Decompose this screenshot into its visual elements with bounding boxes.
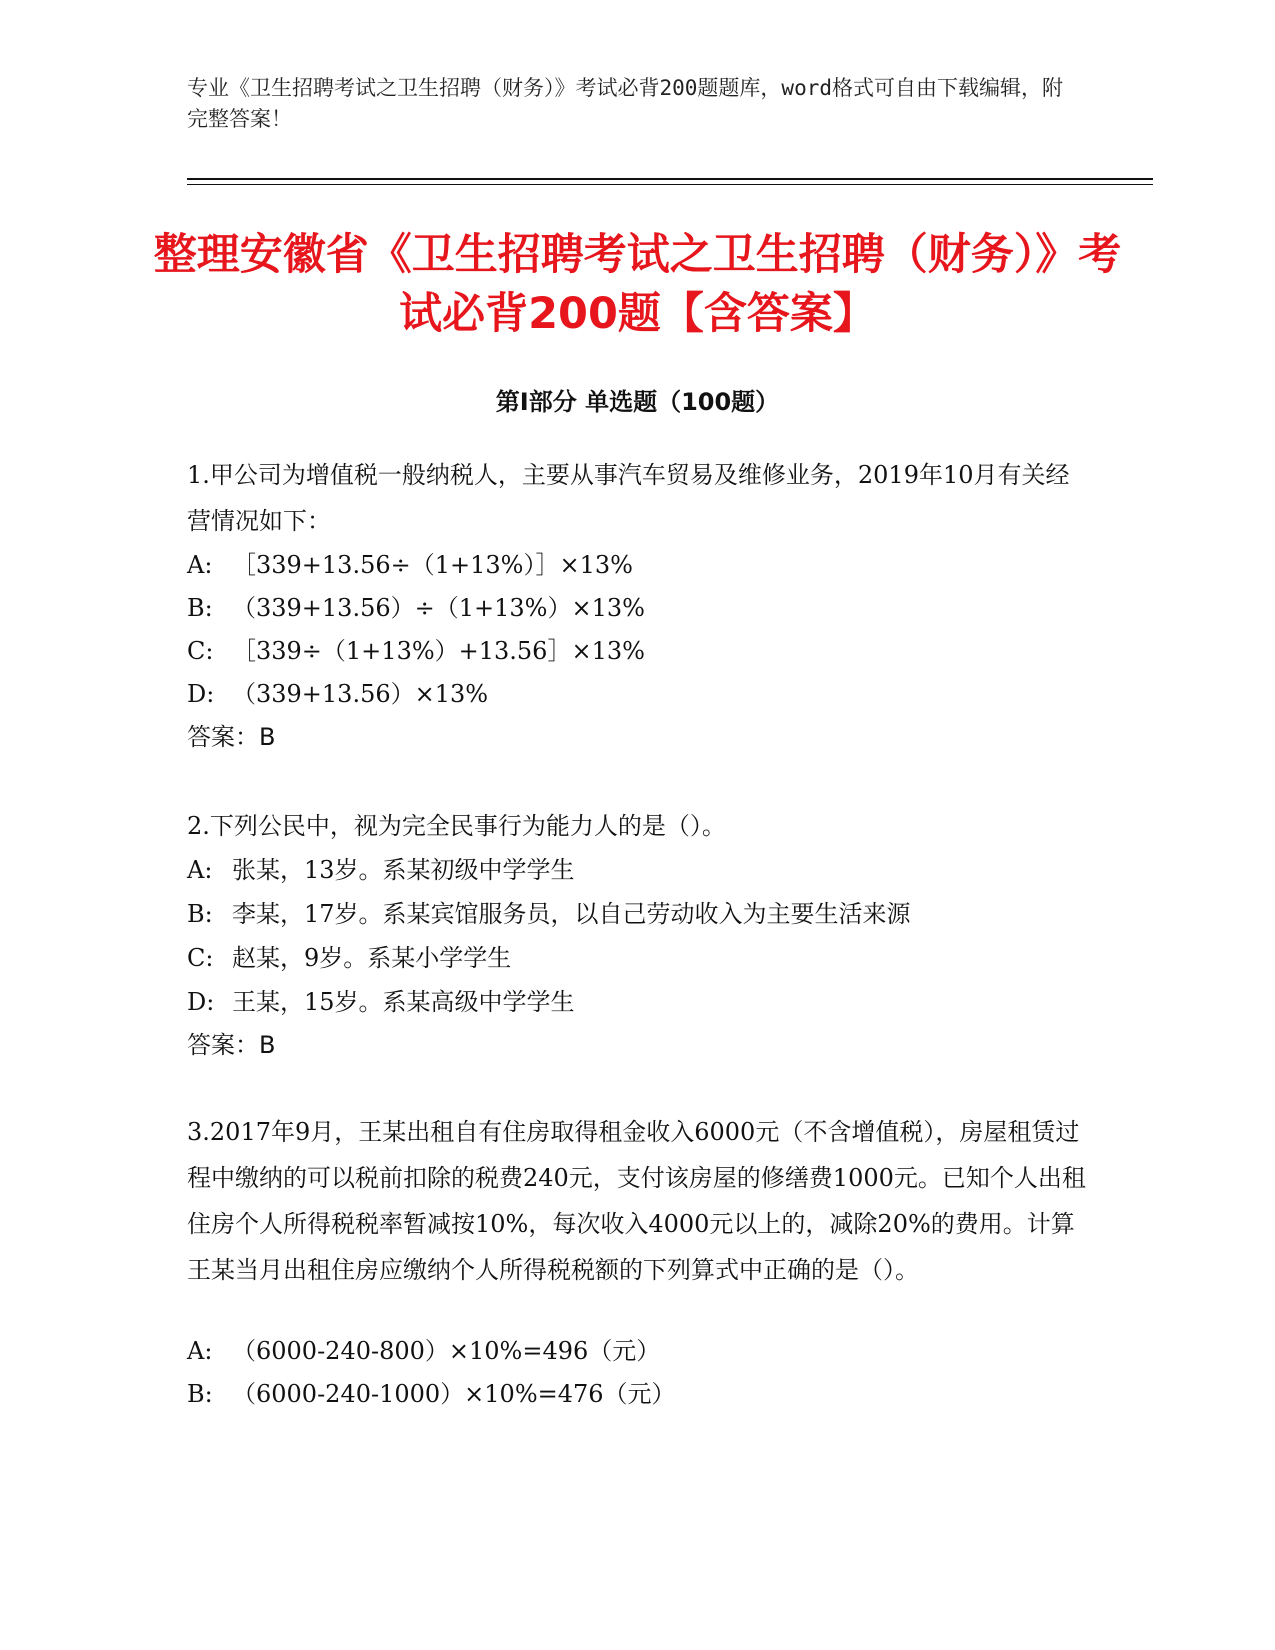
option-text: 李某，17岁。系某宾馆服务员，以自己劳动收入为主要生活来源 [232, 900, 911, 928]
document-title: 整理安徽省《卫生招聘考试之卫生招聘（财务）》考试必背200题【含答案】 [153, 230, 1122, 339]
option-text: 赵某，9岁。系某小学学生 [232, 944, 512, 972]
question-2-option-b [187, 891, 1092, 937]
option-label: B: [187, 594, 213, 622]
option-label: A: [187, 551, 213, 579]
option-text: （339+13.56）÷（1+13%）×13% [232, 594, 645, 622]
question-3-stem: 3.2017年9月，王某出租自有住房取得租金收入6000元（不含增值税），房屋租赁过程中缴纳的可以税前扣除的税费240元，支付该房屋的修缮费1000元。已知个人出租住房个人所得税税率暂减按10%，每次收入4000元以上的，减除20%的费用。计算王某当月出租住房应缴纳个人所得税税额的下列算式中正确的是（）。 [187, 1118, 1086, 1284]
option-label: B: [187, 1380, 213, 1408]
question-2-stem: 2.下列公民中，视为完全民事行为能力人的是（）。 [187, 812, 726, 840]
question-1-option-c [187, 628, 1092, 674]
question-1-answer: 答案：B [187, 723, 276, 751]
header-note: 专业《卫生招聘考试之卫生招聘（财务）》考试必背200题题库，word格式可自由下载编辑，附完整答案！ [187, 76, 1063, 131]
question-2-option-d [187, 979, 1092, 1025]
option-text: （6000-240-800）×10%=496（元） [232, 1337, 661, 1365]
option-label: D: [187, 680, 215, 708]
option-text: ［339÷（1+13%）+13.56］×13% [232, 637, 645, 665]
option-text: （339+13.56）×13% [232, 680, 489, 708]
question-1-option-a [187, 542, 1092, 588]
question-1-stem: 1.甲公司为增值税一般纳税人，主要从事汽车贸易及维修业务，2019年10月有关经营情况如下： [187, 461, 1070, 535]
question-3-option-b [187, 1371, 1092, 1417]
question-3-option-a [187, 1328, 1092, 1374]
option-text: 王某，15岁。系某高级中学学生 [232, 988, 575, 1016]
section-heading: 第Ⅰ部分 单选题（100题） [495, 388, 780, 416]
question-2-answer: 答案：B [187, 1031, 276, 1059]
header-rule-thick [187, 178, 1153, 180]
question-2-option-a [187, 847, 1092, 893]
header-rule-thin [187, 184, 1153, 185]
option-label: C: [187, 637, 214, 665]
option-text: （6000-240-1000）×10%=476（元） [232, 1380, 676, 1408]
question-1-option-b [187, 585, 1092, 631]
option-label: A: [187, 1337, 213, 1365]
option-text: ［339+13.56÷（1+13%）］×13% [232, 551, 633, 579]
option-text: 张某，13岁。系某初级中学学生 [232, 856, 575, 884]
question-1-option-d [187, 671, 1092, 717]
option-label: D: [187, 988, 215, 1016]
question-2-option-c [187, 935, 1092, 981]
option-label: B: [187, 900, 213, 928]
option-label: A: [187, 856, 213, 884]
option-label: C: [187, 944, 214, 972]
